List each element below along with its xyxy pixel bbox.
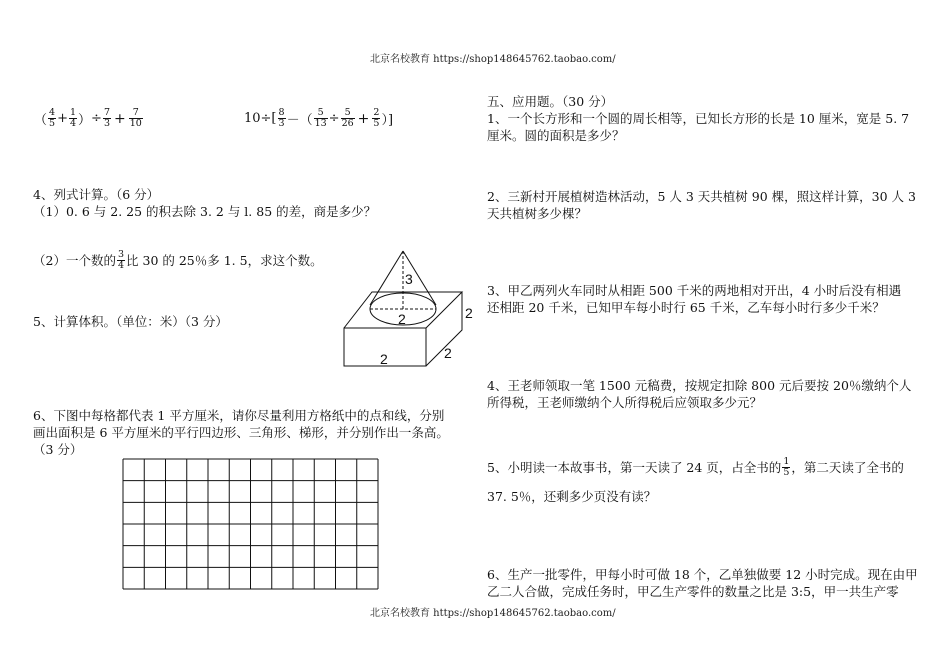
section-5-title: 五、应用题。（30 分） — [487, 94, 614, 109]
expr-text: －（ — [286, 113, 313, 128]
problem-6-line-1: 6、生产一批零件，甲每小时可做 18 个，乙单独做要 12 小时完成。现在由甲 — [487, 567, 918, 582]
problem-2-line-1: 2、三新村开展植树造林活动，5 人 3 天共植树 90 棵，照这样计算，30 人 3 — [487, 189, 916, 204]
fraction: $\frac{5}{26}$ — [341, 107, 354, 129]
expr-text: 10÷[ — [244, 111, 277, 126]
paren: （ — [34, 113, 48, 128]
operator: ÷ — [328, 111, 340, 126]
q6-line-2: 画出面积是 6 平方厘米的平行四边形、三角形、梯形，并分别作出一条高。 — [33, 425, 449, 440]
problem-6-line-2: 乙二人合做，完成任务时，甲乙生产零件的数量之比是 3:5，甲一共生产零 — [487, 584, 899, 599]
problem-5-post: ，第二天读了全书的 — [791, 460, 904, 475]
q5-title: 5、计算体积。（单位：米）（3 分） — [33, 314, 228, 329]
box-length-label: 2 — [380, 351, 388, 367]
box-width-label: 2 — [444, 345, 452, 361]
operator: + — [357, 110, 370, 127]
problem-5-line-1 — [487, 457, 904, 478]
fraction: $\frac{3}{4}$ — [117, 249, 125, 271]
operator: ÷ — [91, 111, 102, 126]
page-footer: 北京名校教育 https://shop148645762.taobao.com/ — [370, 608, 616, 619]
q4-item-2 — [33, 250, 323, 271]
paren: ） — [78, 113, 92, 128]
q4-item-2-pre: （2）一个数的 — [33, 253, 116, 268]
cone-edge — [370, 251, 403, 305]
problem-2-line-2: 天共植树多少棵？ — [487, 206, 588, 221]
fraction: $\frac{5}{13}$ — [314, 107, 327, 129]
q4-title: 4、列式计算。（6 分） — [33, 187, 160, 202]
expression-1 — [34, 108, 144, 129]
fraction: $\frac{7}{10}$ — [129, 107, 142, 129]
problem-3-line-1: 3、甲乙两列火车同时从相距 500 千米的两地相对开出，4 小时后没有相遇 — [487, 283, 902, 298]
operator: + — [113, 110, 126, 127]
cone-height-label: 3 — [405, 271, 413, 287]
grid-paper — [122, 458, 379, 590]
q4-item-1: （1）0. 6 与 2. 25 的积去除 3. 2 与 l. 85 的差，商是多少？ — [33, 204, 377, 219]
cone-on-box-figure — [340, 248, 480, 373]
problem-4-line-1: 4、王老师领取一笔 1500 元稿费，按规定扣除 800 元后要按 20％缴纳个人 — [487, 378, 912, 393]
problem-4-line-2: 所得税，王老师缴纳个人所得税后应领取多少元？ — [487, 395, 763, 410]
fraction: $\frac{2}{5}$ — [373, 107, 380, 129]
q6-line-3: （3 分） — [33, 442, 83, 457]
page-header: 北京名校教育 https://shop148645762.taobao.com/ — [370, 54, 616, 65]
q6-line-1: 6、下图中每格都代表 1 平方厘米，请你尽量利用方格纸中的点和线，分别 — [33, 408, 445, 423]
problem-5-line-2: 37. 5％，还剩多少页没有读？ — [487, 489, 657, 504]
problem-1-line-2: 厘米。圆的面积是多少？ — [487, 128, 625, 143]
q4-item-2-post: 比 30 的 25％多 1. 5，求这个数。 — [126, 253, 323, 268]
problem-3-line-2: 还相距 20 千米，已知甲车每小时行 65 千米，乙车每小时行多少千米？ — [487, 300, 885, 315]
expression-2 — [244, 108, 393, 129]
fraction: $\frac{1}{4}$ — [69, 107, 77, 129]
problem-1-line-1: 1、一个长方形和一个圆的周长相等，已知长方形的长是 10 厘米，宽是 5. 7 — [487, 111, 910, 126]
expr-text: ）] — [381, 113, 394, 128]
box-height-label: 2 — [465, 305, 473, 321]
problem-5-pre: 5、小明读一本故事书，第一天读了 24 页，占全书的 — [487, 460, 782, 475]
operator: + — [57, 111, 68, 126]
fraction: $\frac{7}{3}$ — [103, 107, 110, 129]
fraction: $\frac{1}{5}$ — [783, 456, 790, 478]
fraction: $\frac{4}{5}$ — [49, 107, 56, 129]
fraction: $\frac{8}{3}$ — [278, 107, 285, 129]
cone-diameter-label: 2 — [398, 311, 406, 327]
